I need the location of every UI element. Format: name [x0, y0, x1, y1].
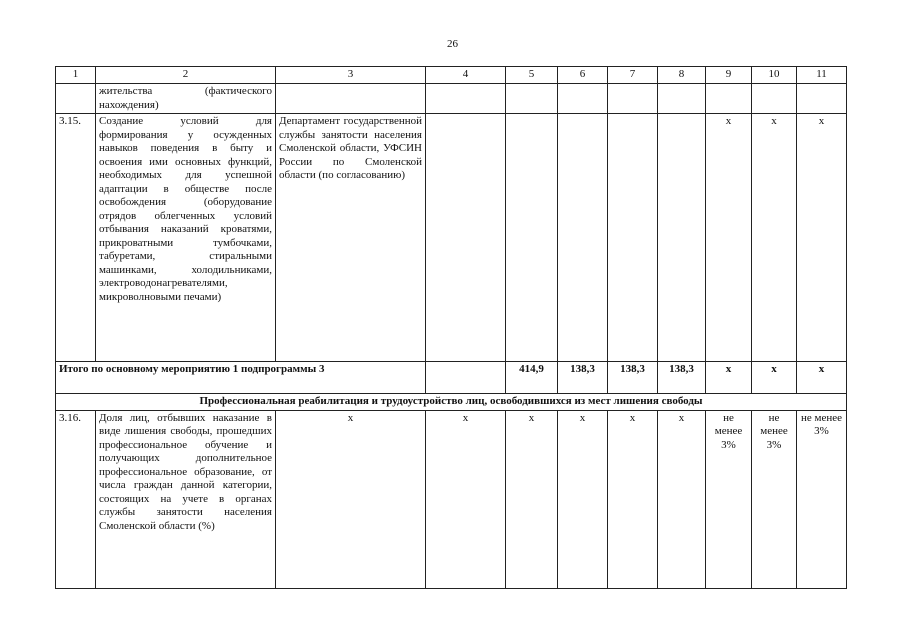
column-header: 1	[56, 67, 96, 84]
program-table	[55, 66, 847, 589]
column-header: 11	[797, 67, 847, 84]
continuation-line1-right: (фактического	[204, 85, 272, 97]
cell-col7: х	[608, 410, 658, 588]
table-cell	[608, 114, 658, 362]
column-header: 6	[558, 67, 608, 84]
total-label: Итого по основному мероприятию 1 подпрограммы 3	[56, 362, 426, 394]
table-cell	[506, 84, 558, 114]
cell-col5: х	[506, 410, 558, 588]
total-col6: 138,3	[558, 362, 608, 394]
table-cell	[797, 84, 847, 114]
table-row-3-15	[56, 114, 847, 362]
continuation-text	[96, 84, 276, 114]
row-number: 3.15.	[56, 114, 96, 362]
table-cell	[426, 84, 506, 114]
column-header: 10	[752, 67, 797, 84]
table-cell	[276, 84, 426, 114]
column-header: 4	[426, 67, 506, 84]
table-cell	[506, 114, 558, 362]
continuation-line1-left: жительства	[99, 85, 153, 97]
table-cell	[56, 84, 96, 114]
cell-col8: х	[658, 410, 706, 588]
cell-col9: х	[706, 114, 752, 362]
total-col7: 138,3	[608, 362, 658, 394]
table-cell	[658, 114, 706, 362]
row-description: Доля лиц, отбывших наказание в виде лишения свободы, прошедших профессиональное обучение и получающих дополнительное профессиональное образование, от числа граждан данной категории, состоящих на учете в органах службы занятости населения Смоленской области (%)	[96, 410, 276, 588]
column-header: 2	[96, 67, 276, 84]
table-cell	[426, 114, 506, 362]
table-cell	[706, 84, 752, 114]
continuation-row	[56, 84, 847, 114]
column-header: 5	[506, 67, 558, 84]
total-col9: х	[706, 362, 752, 394]
total-col8: 138,3	[658, 362, 706, 394]
total-col10: х	[752, 362, 797, 394]
cell-col9: не менее 3%	[706, 410, 752, 588]
cell-col11: х	[797, 114, 847, 362]
row-description: Создание условий для формирования у осужденных навыков поведения в быту и освоения ими основных функций, необходимых для успешной адаптации в обществе после освобождения (оборудование отрядов облегченных условий отбывания наказаний кроватями, прикроватными тумбочками, табуретами, стиральными машинками, холодильниками, электроводонагревателями, микроволновыми печами)	[96, 114, 276, 362]
column-header-row	[56, 67, 847, 84]
total-col5: 414,9	[506, 362, 558, 394]
column-header: 8	[658, 67, 706, 84]
column-header: 7	[608, 67, 658, 84]
page-number: 26	[447, 38, 458, 50]
table-cell	[658, 84, 706, 114]
cell-col10: х	[752, 114, 797, 362]
cell-col3: х	[276, 410, 426, 588]
table-cell	[558, 84, 608, 114]
cell-col4: х	[426, 410, 506, 588]
cell-col11: не менее 3%	[797, 410, 847, 588]
total-row	[56, 362, 847, 394]
continuation-line2: нахождения)	[99, 98, 159, 111]
row-number: 3.16.	[56, 410, 96, 588]
section-title: Профессиональная реабилитация и трудоустройство лиц, освободившихся из мест лишения свободы	[56, 394, 847, 411]
table-cell	[752, 84, 797, 114]
table-cell	[558, 114, 608, 362]
row-executor: Департамент государственной службы занятости населения Смоленской области, УФСИН России по Смоленской области (по согласованию)	[276, 114, 426, 362]
column-header: 9	[706, 67, 752, 84]
section-row	[56, 394, 847, 411]
table-row-3-16	[56, 410, 847, 588]
total-col11: х	[797, 362, 847, 394]
table-cell	[608, 84, 658, 114]
cell-col6: х	[558, 410, 608, 588]
table-cell	[426, 362, 506, 394]
column-header: 3	[276, 67, 426, 84]
cell-col10: не менее 3%	[752, 410, 797, 588]
